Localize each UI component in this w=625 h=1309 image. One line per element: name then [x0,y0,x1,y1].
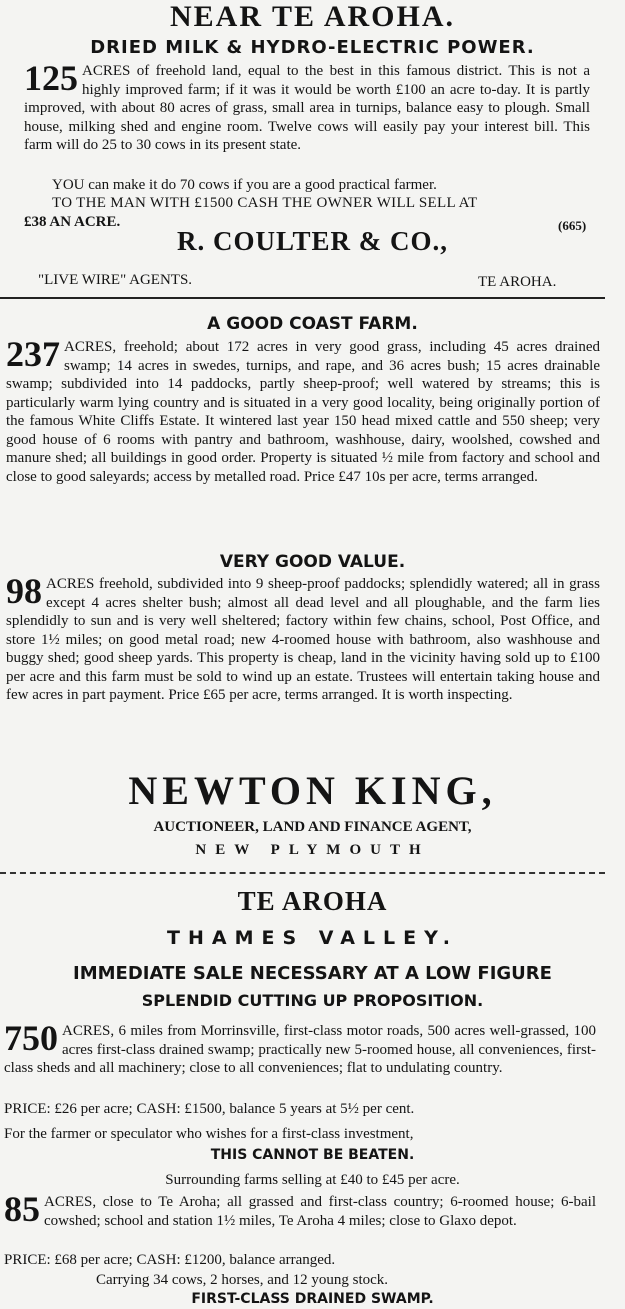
ad2-heading-very-good-value: VERY GOOD VALUE. [219,552,406,572]
divider-2 [0,872,605,874]
ad1-price: £38 AN ACRE. [24,214,121,230]
ad2-lot2-number: 98 [6,575,42,611]
ad2-agent-name: NEWTON KING, [128,768,497,813]
ad3-surrounding: Surrounding farms selling at £40 to £45 per acre. [165,1172,460,1188]
ad2-lot-237 [6,338,600,486]
divider-1 [0,297,605,299]
ad3-title: TE AROHA [237,886,388,916]
ad1-agent-tagline: "LIVE WIRE" AGENTS. [38,272,193,288]
ad3-headline2: SPLENDID CUTTING UP PROPOSITION. [141,991,484,1010]
ad2-lot1-text: ACRES, freehold; about 172 acres in very good grass, including 45 acres drained swamp; 14 acres in swedes, turnips, and rape, and 36 acres bush; 15 acres drainable swamp; subdivided into 14 paddocks, partly sheep-proof; well watered by streams; this is particularly warm lying country and is situated in a very good locality, being originally portion of the famous White Cliffs Estate. It wintered last year 150 head mixed cattle and 550 sheep; very good house of 6 rooms with pantry and bathroom, washhouse, dairy, woolshed, cowshed and manure shed; all buildings in good order. Property is situated ½ mile from factory and school and close to good saleyards; access by metalled road. Price £47 10s per acre, terms arranged. [6,339,600,485]
ad1-para2: YOU can make it do 70 cows if you are a good practical farmer. [52,177,437,193]
ad3-lot2-number: 85 [4,1193,40,1229]
ad2-heading-coast-farm: A GOOD COAST FARM. [207,314,418,334]
ad1-agent-town: TE AROHA. [478,274,557,290]
ad2-agent-role: AUCTIONEER, LAND AND FINANCE AGENT, [153,819,472,835]
ad3-lot1-price: PRICE: £26 per acre; CASH: £1500, balance 5 years at 5½ per cent. [4,1101,415,1117]
ad2-agent-town: NEW PLYMOUTH [195,842,430,858]
ad3-carrying: Carrying 34 cows, 2 horses, and 12 young stock. [96,1272,389,1288]
ad2-lot1-number: 237 [6,338,60,374]
ad1-lot [24,62,590,155]
ad1-lot-number: 125 [24,62,78,98]
ad2-lot-98 [6,575,600,705]
ad3-lot1-text: ACRES, 6 miles from Morrinsville, first-class motor roads, 500 acres well-grassed, 100 acres first-class drained swamp; practically new 5-roomed house, all conveniences, first-class sheds and all machinery; close to all conveniences; flat to undulating country. [4,1023,596,1076]
ad3-headline1: IMMEDIATE SALE NECESSARY AT A LOW FIGURE [73,963,552,984]
ad3-footer: FIRST-CLASS DRAINED SWAMP. [191,1291,434,1307]
ad3-investor-line: For the farmer or speculator who wishes for a first-class investment, [4,1126,414,1142]
ad1-subtitle: DRIED MILK & HYDRO-ELECTRIC POWER. [90,37,535,58]
ad2-lot2-text: ACRES freehold, subdivided into 9 sheep-proof paddocks; splendidly watered; all in grass except 4 acres shelter bush; almost all dead level and all ploughable, and the farm lies splendidly to sun and is very well sheltered; factory within few chains, school, Post Office, and store 1½ miles; on good metal road; new 4-roomed house with bathroom, also washhouse and buggy shed; good sheep yards. This property is cheap, land in the vicinity having sold up to £100 per acre and this farm must be sold to wind up an estate. Trustees will entertain taking house and few acres in part payment. Price £65 per acre, terms arranged. It is worth inspecting. [6,576,600,703]
ad1-agent-name: R. COULTER & CO., [176,226,449,256]
ad1-title: NEAR TE AROHA. [170,0,455,33]
ad3-lot2-text: ACRES, close to Te Aroha; all grassed and first-class country; 6-roomed house; 6-bail cowshed; school and station 1½ miles, Te Aroha 4 miles; close to Glaxo depot. [44,1194,596,1229]
ad1-lot-text: This is not a highly improved farm; if it was it would be worth £100 an acre to-day. It is partly improved, with about 80 acres of grass, small area in turnips, balance easy to plough. Small house, milking shed and engine room. Twelve cows will easily pay your interest bill. This farm will do 25 to 30 cows in its present state. [24,63,590,153]
ad3-lot-750 [4,1022,596,1078]
ad1-para3: TO THE MAN WITH £1500 CASH THE OWNER WILL SELL AT [52,195,478,211]
ad3-lot2-price: PRICE: £68 per acre; CASH: £1200, balance arranged. [4,1252,336,1268]
ad3-cannot-beat: THIS CANNOT BE BEATEN. [210,1147,415,1163]
ad1-lot-text-line1: ACRES of freehold land, equal to the best in this famous district. [82,63,503,79]
ad3-region: THAMES VALLEY. [167,927,458,949]
ad1-ref: (665) [558,218,587,233]
ad3-lot-85 [4,1193,596,1230]
ad3-lot1-number: 750 [4,1022,58,1058]
